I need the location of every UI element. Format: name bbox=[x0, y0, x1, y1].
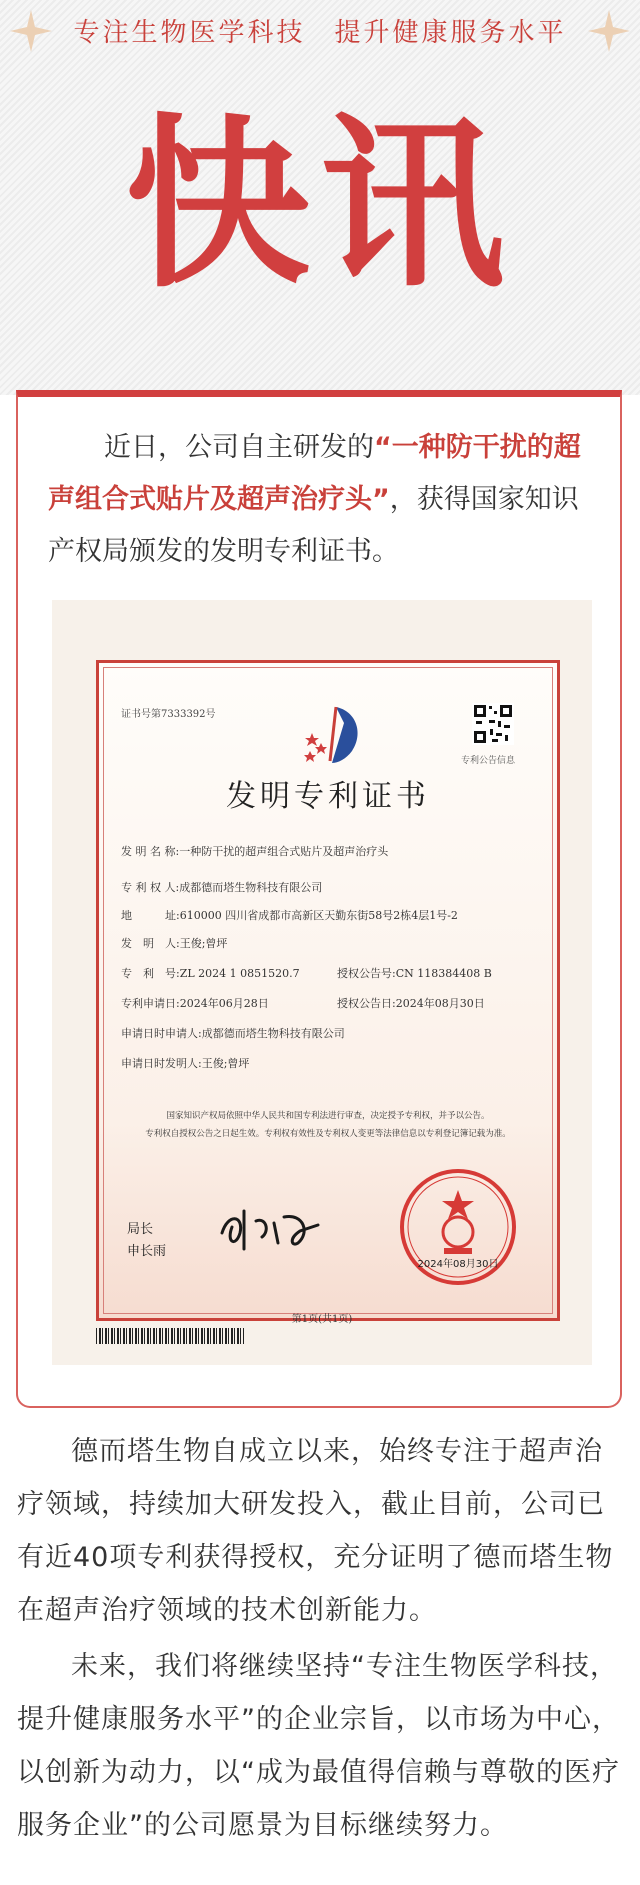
intro-after: ，获得国家知识产权局颁发的发明专利证书。 bbox=[48, 484, 579, 567]
certificate-notice-line2: 专利权自授权公告之日起生效。专利权有效性及专利权人变更等法律信息以专利登记簿记载为准。 bbox=[145, 1129, 511, 1139]
patent-certificate bbox=[96, 660, 560, 1321]
patent-title-highlight: “一种防干扰的超声组合式贴片及超声治疗头” bbox=[48, 432, 581, 515]
certificate-title: 发明专利证书 bbox=[226, 779, 430, 814]
field-application-date: 专利申请日:2024年06月28日 bbox=[121, 997, 269, 1010]
news-card bbox=[16, 390, 622, 1408]
field-grant-number: 授权公告号:CN 118384408 B bbox=[337, 967, 492, 980]
certificate-notice-line1: 国家知识产权局依照中华人民共和国专利法进行审查，决定授予专利权，并予以公告。 bbox=[166, 1111, 490, 1121]
field-patentee: 专 利 权 人:成都德而塔生物科技有限公司 bbox=[121, 881, 323, 894]
certificate-image bbox=[52, 600, 592, 1365]
body-paragraph-1: 德而塔生物自成立以来，始终专注于超声治疗领域，持续加大研发投入，截止目前，公司已有近40项专利获得授权，充分证明了德而塔生物在超声治疗领域的技术创新能力。 bbox=[17, 1436, 614, 1626]
official-seal-icon bbox=[399, 1168, 517, 1286]
cnipa-logo-icon bbox=[294, 703, 374, 768]
field-original-inventor: 申请日时发明人:王俊;曾坪 bbox=[121, 1057, 250, 1070]
field-patent-number: 专 利 号:ZL 2024 1 0851520.7 bbox=[121, 967, 300, 980]
seal-date: 2024年08月30日 bbox=[417, 1259, 499, 1270]
director-name: 申长雨 bbox=[127, 1244, 167, 1259]
intro-before: 近日，公司自主研发的 bbox=[104, 432, 374, 463]
sparkle-icon bbox=[586, 8, 632, 54]
slogan: 专注生物医学科技 提升健康服务水平 bbox=[73, 18, 567, 48]
qr-code-icon bbox=[472, 703, 514, 745]
certificate-page-number: 第1页(共1页) bbox=[291, 1314, 353, 1325]
field-original-applicant: 申请日时申请人:成都德而塔生物科技有限公司 bbox=[121, 1027, 345, 1040]
director-block bbox=[127, 1219, 166, 1263]
header-banner bbox=[0, 0, 640, 395]
qr-label: 专利公告信息 bbox=[461, 756, 516, 766]
field-address: 地 址:610000 四川省成都市高新区天勤东街58号2栋4层1号-2 bbox=[121, 909, 458, 922]
certificate-number: 证书号第7333392号 bbox=[121, 709, 216, 720]
field-inventor: 发 明 人:王俊;曾坪 bbox=[121, 937, 228, 950]
barcode-icon bbox=[96, 1328, 244, 1344]
page-title: 快讯 bbox=[125, 97, 515, 313]
field-grant-date: 授权公告日:2024年08月30日 bbox=[337, 997, 485, 1010]
intro-paragraph bbox=[48, 422, 603, 578]
body-paragraph-2: 未来，我们将继续坚持“专注生物医学科技，提升健康服务水平”的企业宗旨，以市场为中心，以创新为动力，以“成为最值得信赖与尊敬的医疗服务企业”的公司愿景为目标继续努力。 bbox=[17, 1651, 620, 1841]
field-invention-name: 发 明 名 称:一种防干扰的超声组合式贴片及超声治疗头 bbox=[121, 845, 389, 858]
signature-icon bbox=[214, 1203, 334, 1253]
director-title: 局长 bbox=[127, 1222, 154, 1237]
